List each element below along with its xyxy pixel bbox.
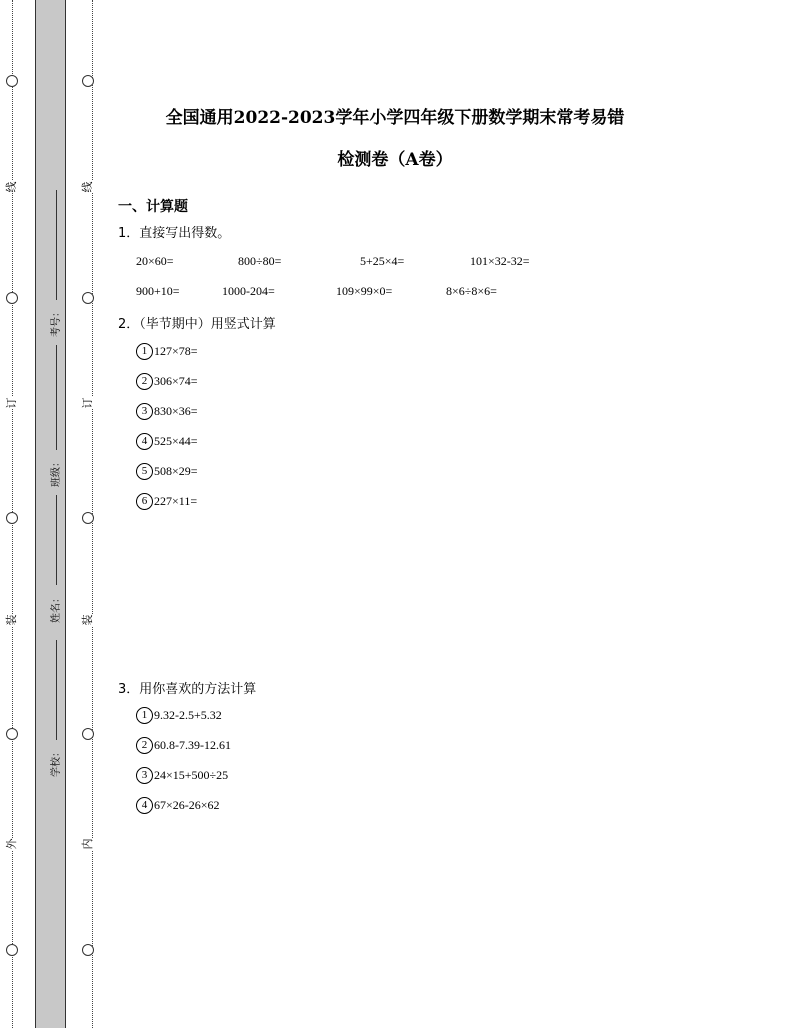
margin-char-zhuang-inner: 装: [81, 614, 94, 626]
q1-expression: 800÷80=: [238, 254, 282, 268]
exam-number-label: 考号：: [51, 307, 62, 337]
item-expression: 306×74=: [154, 374, 198, 388]
margin-char-xian-outer: 线: [5, 181, 18, 193]
item-expression: 830×36=: [154, 404, 198, 418]
section-heading: 一、计算题: [118, 199, 188, 215]
q2-item: [136, 403, 198, 420]
name-label: 姓名：: [51, 593, 62, 623]
q1-expression: 8×6÷8×6=: [446, 284, 497, 298]
class-label: 班级：: [51, 457, 62, 487]
q2-item: [136, 463, 198, 480]
q2-item: [136, 373, 198, 390]
q1-expression: 101×32-32=: [470, 254, 530, 268]
q1-expression: 1000-204=: [222, 284, 275, 298]
item-number: 2: [136, 373, 153, 390]
item-number: 4: [136, 433, 153, 450]
q2-item: [136, 343, 198, 360]
question-3-label: 3．用你喜欢的方法计算: [118, 682, 257, 697]
school-line: [56, 640, 57, 740]
item-number: 5: [136, 463, 153, 480]
margin-char-wai-outer: 外: [5, 838, 18, 850]
margin-char-ding-inner: 订: [81, 397, 94, 409]
item-expression: 9.32-2.5+5.32: [154, 708, 222, 722]
binding-hole: [82, 292, 94, 304]
item-expression: 508×29=: [154, 464, 198, 478]
page-subtitle: 检测卷（A卷）: [337, 150, 453, 170]
school-label: 学校：: [51, 747, 62, 777]
q1-expression: 109×99×0=: [336, 284, 393, 298]
q3-item: [136, 737, 231, 754]
binding-hole: [82, 512, 94, 524]
item-number: 3: [136, 403, 153, 420]
item-number: 1: [136, 707, 153, 724]
q3-item: [136, 797, 220, 814]
item-expression: 60.8-7.39-12.61: [154, 738, 231, 752]
binding-hole: [82, 75, 94, 87]
question-2-label: 2．（毕节期中）用竖式计算: [118, 317, 276, 332]
exam-number-line: [56, 190, 57, 300]
binding-band: [35, 0, 66, 1028]
margin-char-zhuang-outer: 装: [5, 614, 18, 626]
item-number: 1: [136, 343, 153, 360]
binding-hole: [82, 944, 94, 956]
item-expression: 67×26-26×62: [154, 798, 220, 812]
binding-hole: [6, 512, 18, 524]
item-number: 2: [136, 737, 153, 754]
q2-item: [136, 493, 197, 510]
q2-item: [136, 433, 198, 450]
binding-hole: [6, 944, 18, 956]
q3-item: [136, 707, 222, 724]
binding-hole: [6, 292, 18, 304]
binding-hole: [6, 75, 18, 87]
margin-char-ding-outer: 订: [5, 397, 18, 409]
name-line: [56, 495, 57, 585]
q1-expression: 5+25×4=: [360, 254, 405, 268]
q1-expression: 20×60=: [136, 254, 174, 268]
margin-char-xian-inner: 线: [81, 181, 94, 193]
binding-hole: [6, 728, 18, 740]
item-number: 3: [136, 767, 153, 784]
item-expression: 525×44=: [154, 434, 198, 448]
item-number: 6: [136, 493, 153, 510]
item-number: 4: [136, 797, 153, 814]
class-line: [56, 345, 57, 450]
margin-char-nei-inner: 内: [81, 838, 94, 850]
binding-hole: [82, 728, 94, 740]
question-1-label: 1．直接写出得数。: [118, 226, 231, 241]
q3-item: [136, 767, 228, 784]
item-expression: 127×78=: [154, 344, 198, 358]
page-title: 全国通用2022-2023学年小学四年级下册数学期末常考易错: [165, 108, 625, 128]
q1-expression: 900+10=: [136, 284, 180, 298]
item-expression: 227×11=: [154, 494, 198, 508]
item-expression: 24×15+500÷25: [154, 768, 229, 782]
